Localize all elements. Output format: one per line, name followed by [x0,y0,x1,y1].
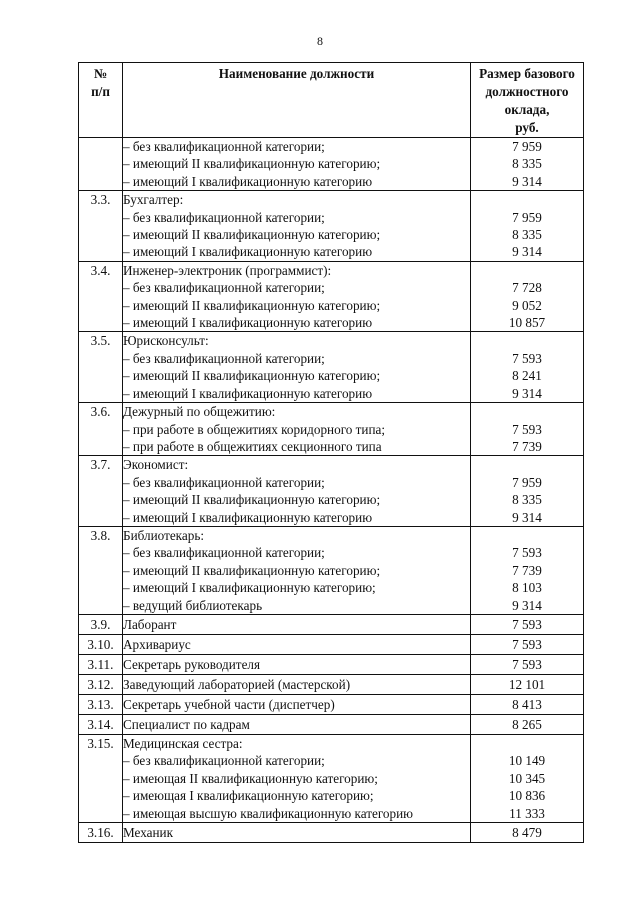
row-number: 3.5. [79,332,123,403]
salary-value: 10 836 [508,788,546,804]
salary-value: 7 959 [512,139,542,154]
row-number: 3.9. [79,614,123,634]
salary-cell [471,654,584,674]
salary-value: 12 101 [508,676,546,692]
table-row [79,674,584,694]
salary-cell [471,261,584,332]
category-label: – имеющий I квалификационную категорию [123,315,373,331]
header-salary-line: должностного [485,84,569,99]
category-label: – при работе в общежитиях коридорного типа; [123,421,386,437]
header-position-name: Наименование должности [123,63,471,138]
salary-value: 9 052 [512,297,542,313]
position-title: Экономист: [123,457,189,473]
salary-value: 11 333 [509,805,545,821]
salary-value: 7 593 [512,656,542,672]
position-cell [123,261,471,332]
table-header-row [79,63,584,138]
salary-value: 10 857 [508,315,546,331]
category-label: – без квалификационной категории; [123,545,325,561]
category-label: – имеющая II квалификационную категорию; [123,770,378,786]
salary-value: 8 335 [512,227,542,243]
position-title: Секретарь руководителя [123,656,261,672]
position-cell [123,191,471,262]
position-cell [123,456,471,527]
category-label: – имеющий II квалификационную категорию; [123,227,381,243]
salary-cell [471,694,584,714]
row-number: 3.6. [79,403,123,456]
header-salary-line: руб. [515,120,539,135]
row-number: 3.11. [79,654,123,674]
table-row [79,261,584,332]
salary-value: 8 413 [512,696,542,712]
salary-value: 10 345 [508,770,546,786]
salary-value: 10 149 [508,753,546,769]
salary-value: 7 739 [512,562,542,578]
salary-value: 7 593 [512,350,542,366]
position-cell [123,138,471,191]
salary-value: 7 728 [512,280,542,296]
position-cell [123,634,471,654]
salary-cell [471,332,584,403]
category-label: – без квалификационной категории; [123,209,325,225]
category-label: – имеющий I квалификационную категорию [123,244,373,260]
salary-value: 7 959 [512,209,542,225]
salary-value: 8 241 [512,368,542,384]
position-title: Библиотекарь: [123,527,205,543]
salary-cell [471,138,584,191]
category-label: – имеющий I квалификационную категорию [123,173,373,189]
salary-cell [471,674,584,694]
row-number: 3.14. [79,714,123,734]
position-cell [123,714,471,734]
salary-value: 9 314 [512,385,542,401]
position-cell [123,332,471,403]
table-row [79,138,584,191]
salary-value: 8 265 [512,716,542,732]
table-row [79,823,584,843]
position-title: Секретарь учебной части (диспетчер) [123,696,335,712]
position-title: Архивариус [123,636,191,652]
salary-spacer [471,456,583,473]
salary-cell [471,191,584,262]
header-salary-line: оклада, [504,102,550,117]
salary-value: 7 739 [512,438,542,454]
table-row [79,456,584,527]
category-label: – без квалификационной категории; [123,753,325,769]
position-title: Специалист по кадрам [123,716,250,732]
category-label: – имеющий II квалификационную категорию; [123,297,381,313]
row-number: 3.8. [79,526,123,614]
row-number: 3.12. [79,674,123,694]
salary-spacer [471,191,583,208]
position-cell [123,734,471,822]
salary-value: 7 593 [512,421,542,437]
position-cell [123,823,471,843]
table-row [79,714,584,734]
category-label: – имеющая I квалификационную категорию; [123,788,374,804]
table-row [79,634,584,654]
position-cell [123,674,471,694]
salary-value: 9 314 [512,244,542,260]
salary-value: 7 593 [512,616,542,632]
salary-value: 9 314 [512,509,542,525]
table-body [79,138,584,843]
salary-cell [471,526,584,614]
position-cell [123,694,471,714]
category-label: – ведущий библиотекарь [123,597,263,613]
salary-value: 8 335 [512,156,542,172]
salary-value: 8 103 [512,580,542,596]
salary-value: 9 314 [512,173,542,189]
category-label: – имеющая высшую квалификационную категорию [123,805,414,821]
category-label: – имеющий I квалификационную категорию [123,509,373,525]
position-title: Лаборант [123,616,177,632]
salary-spacer [471,403,583,420]
salary-spacer [471,735,583,752]
position-title: Медицинская сестра: [123,735,243,751]
salary-cell [471,714,584,734]
position-cell [123,403,471,456]
position-title: Механик [123,825,174,840]
header-number [79,63,123,138]
row-number: 3.10. [79,634,123,654]
salary-spacer [471,527,583,544]
category-label: – имеющий I квалификационную категорию; [123,580,376,596]
category-label: – имеющий II квалификационную категорию; [123,492,381,508]
category-label: – имеющий II квалификационную категорию; [123,156,381,172]
salary-cell [471,456,584,527]
position-cell [123,614,471,634]
category-label: – имеющий II квалификационную категорию; [123,368,381,384]
salary-value: 7 593 [512,636,542,652]
salary-cell [471,403,584,456]
table-row [79,694,584,714]
header-base-salary [471,63,584,138]
salary-value: 9 314 [512,597,542,613]
table-row [79,191,584,262]
position-title: Бухгалтер: [123,192,184,208]
row-number: 3.7. [79,456,123,527]
table-row [79,403,584,456]
page-number: 8 [317,34,323,48]
category-label: – при работе в общежитиях секционного типа [123,438,382,454]
category-label: – без квалификационной категории; [123,280,325,296]
category-label: – без квалификационной категории; [123,474,325,490]
salary-value: 8 335 [512,492,542,508]
salary-cell [471,823,584,843]
table-row [79,654,584,674]
salary-table [78,62,584,843]
row-number: 3.16. [79,823,123,843]
position-title: Дежурный по общежитию: [123,404,276,420]
row-number: 3.15. [79,734,123,822]
position-title: Юрисконсульт: [123,333,209,349]
category-label: – без квалификационной категории; [123,139,325,154]
salary-cell [471,734,584,822]
row-number: 3.3. [79,191,123,262]
row-number: 3.4. [79,261,123,332]
table-row [79,526,584,614]
category-label: – имеющий II квалификационную категорию; [123,562,381,578]
table-row [79,734,584,822]
position-title: Инженер-электроник (программист): [123,262,332,278]
salary-value: 7 593 [512,545,542,561]
salary-spacer [471,262,583,279]
table-row [79,332,584,403]
salary-spacer [471,332,583,349]
row-number: 3.13. [79,694,123,714]
position-cell [123,654,471,674]
position-cell [123,526,471,614]
salary-cell [471,614,584,634]
position-title: Заведующий лабораторией (мастерской) [123,676,351,692]
salary-cell [471,634,584,654]
salary-value: 7 959 [512,474,542,490]
header-number-line: п/п [91,84,110,99]
row-number [79,138,123,191]
salary-value: 8 479 [512,825,542,840]
table-row [79,614,584,634]
category-label: – без квалификационной категории; [123,350,325,366]
header-number-line: № [93,66,108,81]
header-salary-line: Размер базового [479,66,575,81]
category-label: – имеющий I квалификационную категорию [123,385,373,401]
